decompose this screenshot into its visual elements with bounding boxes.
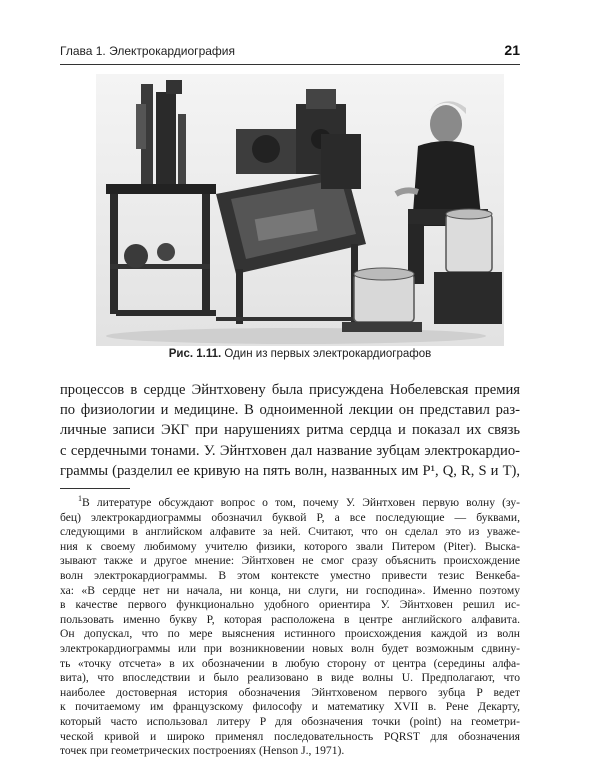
footnote-line: электрокардиограммы или при возникновении новых волн будет возможным сдвину- bbox=[60, 641, 520, 655]
chapter-title: Глава 1. Электрокардиография bbox=[60, 44, 235, 58]
body-text bbox=[60, 380, 520, 481]
footnote-line: который часто использовал литеру P для обозначения точки (point) на геометри- bbox=[60, 714, 520, 728]
footnote-marker: 1 bbox=[78, 494, 82, 504]
footnote-line: ха: «В сердце нет ни начала, ни конца, ни слуги, ни господина». Именно поэтому bbox=[60, 583, 520, 597]
caption-label: Рис. 1.11. bbox=[168, 348, 222, 360]
body-line: процессов в сердце Эйнтховену была присуждена Нобелевская премия bbox=[60, 382, 520, 398]
footnote-line: пользовать именно букву P, которая расположена в центре английского алфавита. bbox=[60, 612, 520, 626]
running-header bbox=[60, 38, 520, 65]
footnote-line: вита), что впоследствии и было реализовано в виде волны U. Предполагают, что bbox=[60, 671, 520, 685]
page-number: 21 bbox=[504, 42, 520, 58]
body-line: по физиологии и медицине. В одноименной лекции он представил раз- bbox=[60, 402, 520, 419]
footnote-line-text: В литературе обсуждают вопрос о том, почему У. Эйнтховен первую волну (зу- bbox=[82, 496, 520, 509]
body-line: граммы (разделил ее кривую на пять волн, названных им P¹, Q, R, S и T), bbox=[60, 462, 520, 479]
electrocardiograph-photo bbox=[96, 74, 504, 346]
footnote-line: точек при геометрических построениях (Henson J., 1971). bbox=[60, 744, 345, 758]
footnote-rule bbox=[60, 488, 130, 489]
caption-text: Один из первых электрокардиографов bbox=[224, 348, 432, 360]
footnote-line: в качестве первого функционально удобного ориентира У. Эйнтховен решил ис- bbox=[60, 598, 520, 612]
footnote-line: зывают также и другое мнение: Эйнтховен не смог сразу объяснить происхождение bbox=[60, 554, 520, 568]
footnote-line: ть «точку отсчета» в их обозначении в любую сторону от центра (середины алфа- bbox=[60, 656, 520, 670]
footnote-line: ния к своему любимому учителю физики, которого звали Питером (Piter). Выска- bbox=[60, 539, 520, 553]
body-line: личные записи ЭКГ при нарушениях ритма сердца и показал их связь bbox=[60, 422, 520, 439]
footnote-line: бец) электрокардиограммы обозначил буквой P, а все последующие — буквами, bbox=[60, 510, 520, 524]
footnote-line: наиболее достоверная история обозначения Эйнтховеном первого зубца P ведет bbox=[60, 685, 520, 699]
footnote-line: ческой кривой и широко применял последовательность PQRST для обозначения bbox=[60, 729, 520, 743]
footnote-line: следующими в английском алфавите за ней. Считают, что он сделал это из уваже- bbox=[60, 525, 520, 539]
footnote-line: волн электрокардиограммы. В этом контексте уместно привести тезис Венкеба- bbox=[60, 568, 520, 582]
footnote bbox=[60, 496, 520, 759]
figure-caption bbox=[0, 348, 600, 360]
footnote-line: к почитаемому им французскому философу и математику XVII в. Рене Декарту, bbox=[60, 700, 520, 714]
body-line: с сердечными тонами. У. Эйнтховен дал название зубцам электрокардио- bbox=[60, 442, 520, 459]
footnote-line: Он допускал, что по мере выяснения истинного происхождения каждой из волн bbox=[60, 627, 520, 641]
footnote-line bbox=[60, 496, 520, 511]
